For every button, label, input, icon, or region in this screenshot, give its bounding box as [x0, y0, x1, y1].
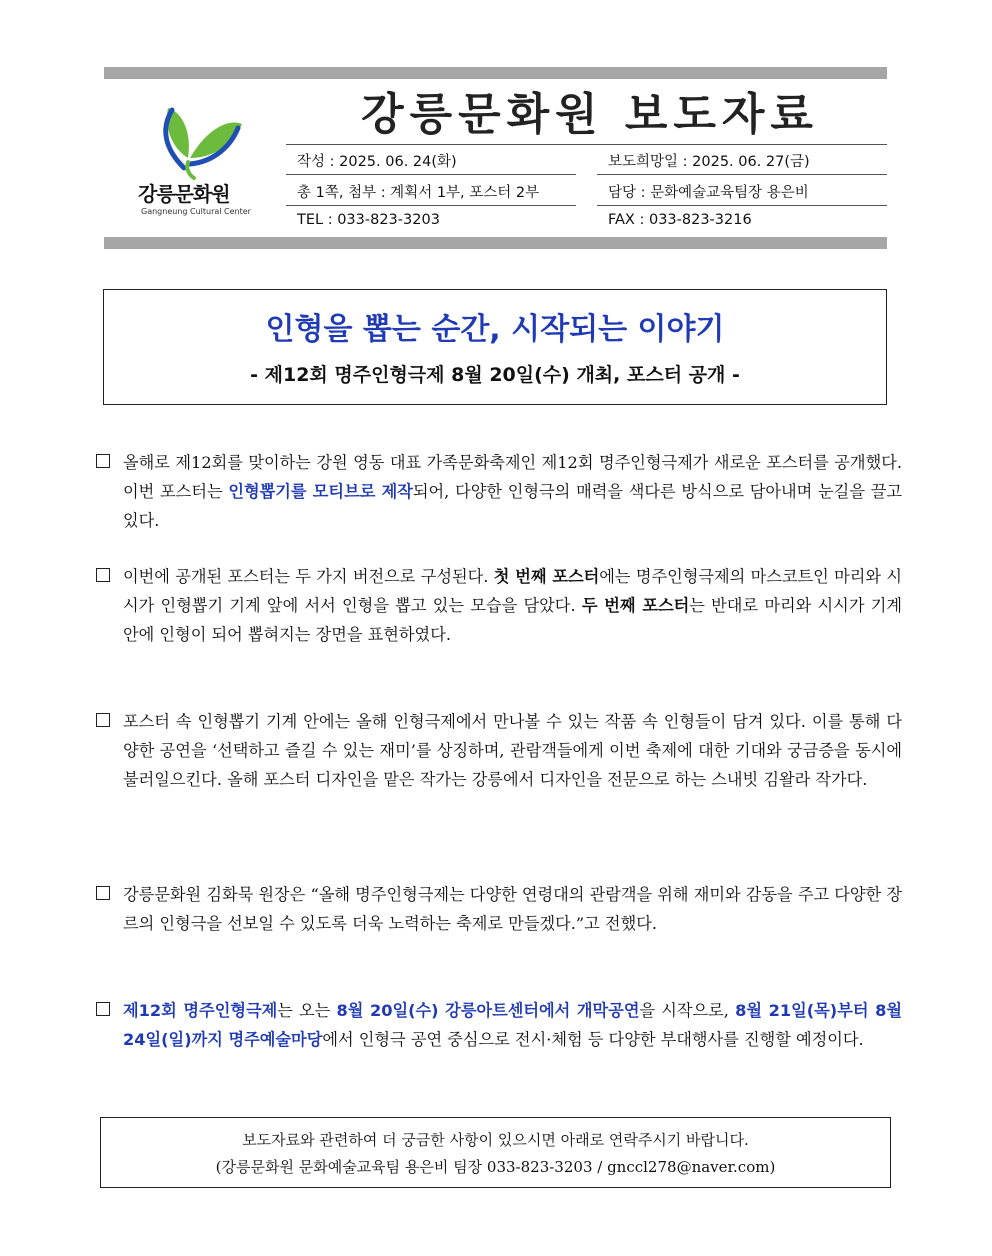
paragraph-2 [96, 562, 902, 649]
text-segment: 에서 인형극 공연 중심으로 전시·체험 등 다양한 부대행사를 진행할 예정이다. [322, 1030, 864, 1049]
contact-footer-box [100, 1117, 891, 1188]
header-bottom-bar [104, 237, 887, 249]
contact-person: 담당 : 문화예술교육팀장 용은비 [608, 185, 809, 201]
tel-number: TEL : 033-823-3203 [297, 212, 440, 228]
checkbox-square-icon [96, 568, 110, 582]
headline-title: 인형을 뽑는 순간, 시작되는 이야기 [265, 312, 725, 347]
text-segment: 는 반대로 마리와 시시가 기계 안에 인형이 되어 뽑혀지는 장면을 표현하였다. [123, 596, 903, 644]
text-segment: 에는 명주인형극제의 마스코트인 마리와 시시가 인형뽑기 기계 앞에 서서 인형을 뽑고 있는 모습을 담았다. [123, 567, 902, 615]
headline-box [103, 289, 887, 405]
bold-text: 두 번째 포스터 [581, 596, 690, 615]
text-segment: 을 시작으로, [639, 1001, 736, 1020]
checkbox-square-icon [96, 454, 110, 468]
paragraph-3 [96, 707, 902, 794]
info-divider [286, 144, 887, 145]
info-divider [597, 205, 887, 206]
highlight-text: 제12회 명주인형극제 [123, 1001, 278, 1020]
footer-line-2: (강릉문화원 문화예술교육팀 용은비 팀장 033-823-3203 / gnccl278@naver.com) [215, 1158, 776, 1176]
paragraph-1 [96, 448, 902, 535]
highlight-text: 8월 20일(수) 강릉아트센터에서 개막공연 [336, 1001, 640, 1020]
info-divider [597, 174, 887, 175]
checkbox-square-icon [96, 713, 110, 727]
written-date: 작성 : 2025. 06. 24(화) [297, 154, 457, 170]
text-segment: 강릉문화원 김화묵 원장은 “올해 명주인형극제는 다양한 연령대의 관람객을 위해 재미와 감동을 주고 다양한 장르의 인형극을 선보일 수 있도록 더욱 노력하는 축제로 만들겠다.”고 전했다. [123, 885, 902, 933]
logo-subtitle: Gangneung Cultural Center [141, 207, 251, 216]
text-segment: 는 오는 [277, 1001, 337, 1020]
text-segment: 올해로 제12회를 맞이하는 강원 영동 대표 가족문화축제인 제12회 명주인형극제가 새로운 포스터를 공개했다. 이번 포스터는 [123, 453, 902, 501]
release-date: 보도희망일 : 2025. 06. 27(금) [608, 154, 810, 170]
paragraph-5 [96, 996, 902, 1054]
page-count: 총 1쪽, 첨부 : 계획서 1부, 포스터 2부 [297, 185, 540, 201]
checkbox-square-icon [96, 1002, 110, 1016]
headline-subtitle: - 제12회 명주인형극제 8월 20일(수) 개최, 포스터 공개 - [250, 364, 740, 386]
text-segment: 되어, 다양한 인형극의 매력을 색다른 방식으로 담아내며 눈길을 끌고 있다. [123, 482, 902, 530]
footer-line-1: 보도자료와 관련하여 더 궁금한 사항이 있으시면 아래로 연락주시기 바랍니다. [242, 1131, 749, 1149]
checkbox-square-icon [96, 886, 110, 900]
highlight-text: 인형뽑기를 모티브로 제작 [228, 482, 413, 501]
page-title: 강릉문화원 보도자료 [361, 89, 819, 140]
logo-name: 강릉문화원 [138, 182, 230, 206]
info-divider [286, 174, 576, 175]
info-divider [286, 205, 576, 206]
text-segment: 이번에 공개된 포스터는 두 가지 버전으로 구성된다. [123, 567, 494, 586]
paragraph-4 [96, 880, 902, 938]
text-segment: 포스터 속 인형뽑기 기계 안에는 올해 인형극제에서 만나볼 수 있는 작품 속 인형들이 담겨 있다. 이를 통해 다양한 공연을 ‘선택하고 즐길 수 있는 재미’를 상징하며, 관람객들에게 이번 축제에 대한 기대와 궁금증을 동시에 불러일으킨다. 올해 포스터 디자인을 맡은 작가는 강릉에서 디자인을 전문으로 하는 스내빗 김왈라 작가다. [123, 712, 902, 789]
highlight-text: 8월 21일(목)부터 8월 24일(일)까지 명주예술마당 [123, 1001, 902, 1049]
bold-text: 첫 번째 포스터 [493, 567, 600, 586]
fax-number: FAX : 033-823-3216 [608, 212, 752, 228]
